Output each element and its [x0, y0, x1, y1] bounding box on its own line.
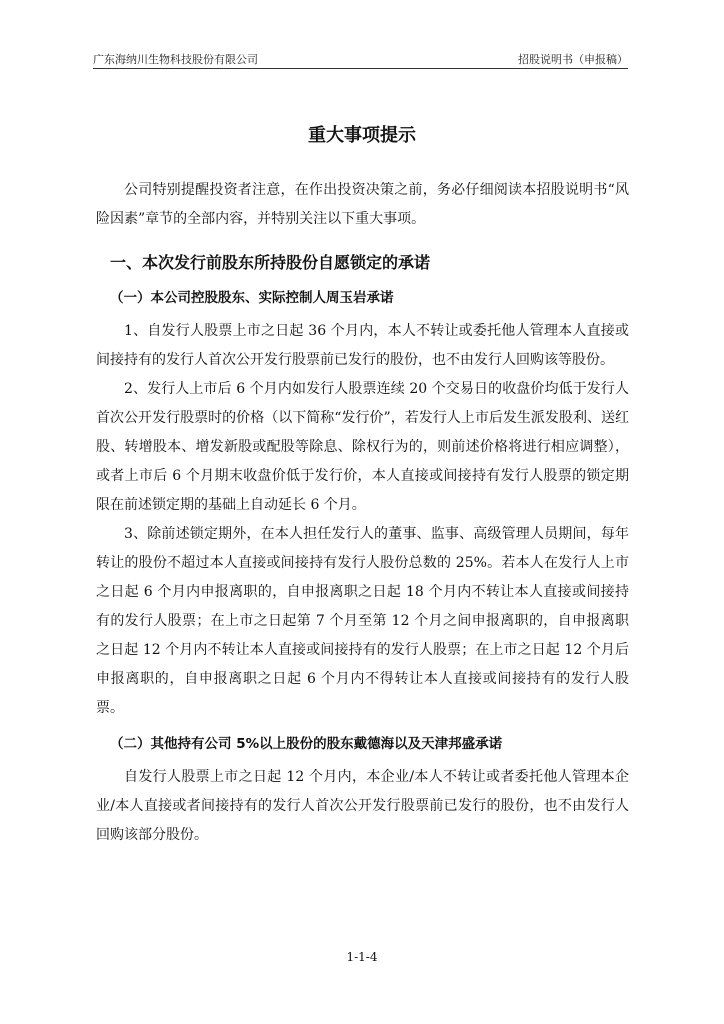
subsection-1-paragraph-1: 1、自发行人股票上市之日起 36 个月内，本人不转让或委托他人管理本人直接或间接持有的发行人首次公开发行股票前已发行的股份，也不由发行人回购该等股份。: [96, 323, 629, 368]
intro-paragraph: 公司特别提醒投资者注意，在作出投资决策之前，务必仔细阅读本招股说明书“风险因素”章节的全部内容，并特别关注以下重大事项。: [96, 182, 629, 227]
section-1-heading: 一、本次发行前股东所持股份自愿锁定的承诺: [110, 253, 431, 272]
page-title: 重大事项提示: [308, 125, 416, 146]
header-document-type: 招股说明书（申报稿）: [518, 53, 628, 66]
subsection-1-paragraph-2: 2、发行人上市后 6 个月内如发行人股票连续 20 个交易日的收盘价均低于发行人首次公开发行股票时的价格（以下简称“发行价”，若发行人上市后发生派发股利、送红股、转增股本、增发新股或配股等除息、除权行为的，则前述价格将进行相应调整），或者上市后 6 个月期末收盘价低于发行价，本人直接或间接持有发行人股票的锁定期限在前述锁定期的基础上自动延长 6 个月。: [96, 381, 629, 513]
page-header: [93, 50, 628, 69]
subsection-2-heading: （二）其他持有公司 5%以上股份的股东戴德海以及天津邦盛承诺: [110, 736, 503, 752]
subsection-1-heading: （一）本公司控股股东、实际控制人周玉岩承诺: [110, 290, 394, 306]
page-number: 1-1-4: [346, 950, 378, 964]
subsection-2-paragraph-1: 自发行人股票上市之日起 12 个月内，本企业/本人不转让或者委托他人管理本企业/本人直接或者间接持有的发行人首次公开发行股票前已发行的股份，也不由发行人回购该部分股份。: [96, 769, 629, 843]
document-body: [96, 176, 629, 850]
header-company-name: 广东海纳川生物科技股份有限公司: [93, 53, 258, 66]
subsection-1-paragraph-3: 3、除前述锁定期外，在本人担任发行人的董事、监事、高级管理人员期间，每年转让的股份不超过本人直接或间接持有发行人股份总数的 25%。若本人在发行人上市之日起 6 个月内申报离职的，自申报离职之日起 18 个月内不转让本人直接或间接持有的发行人股票；在上市之日起第 7 个月至第 12 个月之间申报离职的，自申报离职之日起 12 个月内不转让本人直接或间接持有的发行人股票；在上市之日起 12 个月后申报离职的，自申报离职之日起 6 个月内不得转让本人直接或间接持有的发行人股票。: [96, 526, 629, 716]
